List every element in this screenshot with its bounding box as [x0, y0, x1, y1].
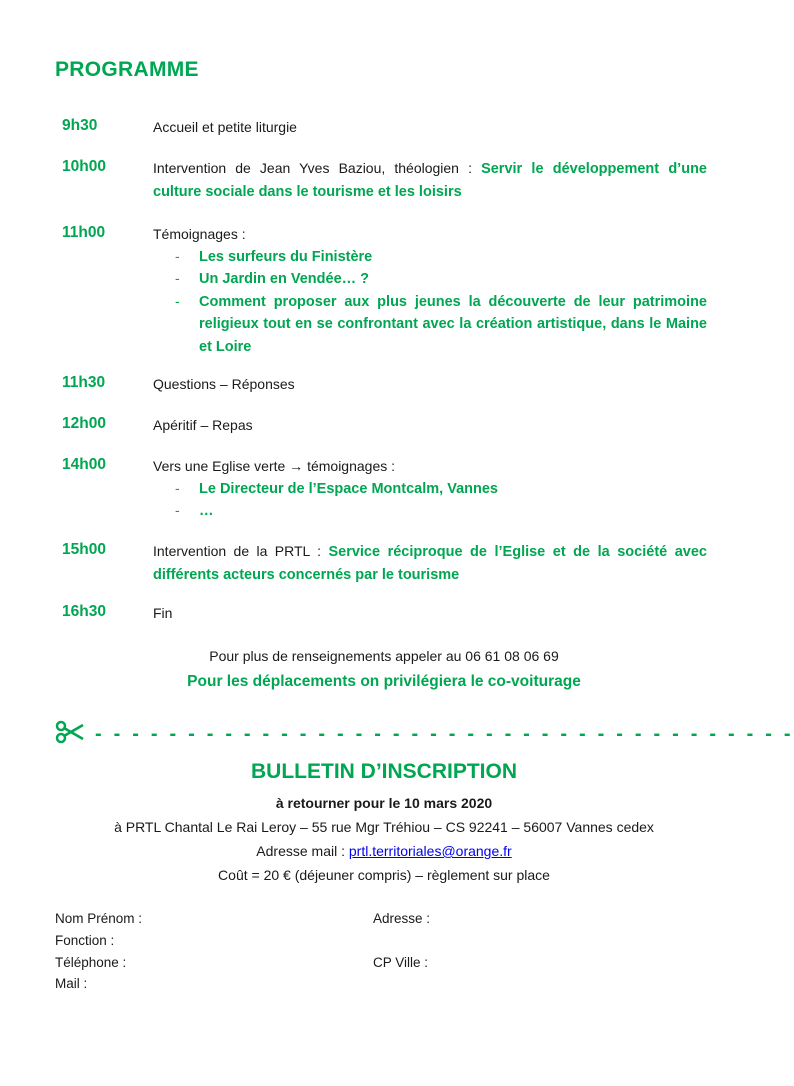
schedule-time: 15h00 [62, 541, 106, 558]
mail-label: Adresse mail : [256, 843, 349, 859]
address-field-label: Adresse : [373, 911, 431, 926]
list-item [153, 291, 707, 359]
schedule-description [153, 456, 707, 523]
schedule-text: Vers une Eglise verte → témoignages : [153, 458, 396, 474]
schedule-text: Intervention de Jean Yves Baziou, théologien : [153, 160, 482, 176]
list-item-text: Un Jardin en Vendée… ? [199, 271, 370, 287]
email-link[interactable]: prtl.territoriales@orange.fr [348, 843, 512, 859]
schedule-time: 16h30 [62, 603, 106, 620]
phone-field-label: Téléphone : [55, 955, 127, 970]
function-field-label: Fonction : [55, 933, 115, 948]
schedule-time: 11h30 [62, 374, 106, 391]
schedule-text: Intervention de la PRTL : [153, 543, 329, 559]
bulletin-cost: Coût = 20 € (déjeuner compris) – règlement sur place [218, 867, 550, 883]
schedule-text: Fin [153, 605, 173, 621]
mail-field-label: Mail : [55, 976, 88, 991]
schedule-time: 9h30 [62, 117, 98, 134]
bulletin-title: BULLETIN D’INSCRIPTION [251, 760, 517, 783]
list-item-text: Les surfeurs du Finistère [199, 248, 373, 265]
schedule-text: Accueil et petite liturgie [153, 119, 297, 135]
list-item-text: Comment proposer aux plus jeunes la découverte de leur patrimoine religieux tout en se confrontant avec la création artistique, dans le Maine et Loire [199, 293, 707, 355]
list-item [153, 478, 707, 501]
list-item [153, 500, 707, 523]
cut-line [55, 718, 794, 750]
schedule-description [153, 224, 707, 358]
dash-bullet: - [175, 502, 180, 518]
testimony-list [153, 478, 707, 523]
schedule-time: 11h00 [62, 224, 106, 241]
schedule-description [153, 541, 707, 586]
dash-bullet: - [175, 247, 180, 264]
dash-bullet: - [175, 479, 180, 496]
cut-dashes: - - - - - - - - - - - - - - - - - - - - - - - - - - - - - - - - - - - - - - [95, 722, 794, 745]
dash-bullet: - [175, 270, 180, 286]
name-field-label: Nom Prénom : [55, 911, 143, 926]
schedule-text: Apéritif – Repas [153, 417, 253, 433]
scissors-icon [55, 720, 85, 749]
list-item-text: Le Directeur de l’Espace Montcalm, Vannes [199, 480, 498, 497]
page-title: PROGRAMME [55, 58, 199, 81]
schedule-time: 14h00 [62, 456, 106, 473]
list-item [153, 268, 707, 291]
schedule-highlight: Service réciproque de l’Eglise et de la société avec différents acteurs concernés par le tourisme [153, 544, 707, 583]
bulletin-address: à PRTL Chantal Le Rai Leroy – 55 rue Mgr Tréhiou – CS 92241 – 56007 Vannes cedex [114, 819, 654, 835]
list-item [153, 246, 707, 269]
schedule-text: Témoignages : [153, 226, 246, 242]
schedule-time: 10h00 [62, 158, 106, 175]
schedule-highlight: Servir le développement d’une culture sociale dans le tourisme et les loisirs [153, 161, 707, 200]
testimony-list [153, 246, 707, 359]
info-line: Pour plus de renseignements appeler au 06 61 08 06 69 [209, 648, 559, 664]
list-item-text: … [199, 503, 214, 519]
schedule-time: 12h00 [62, 415, 106, 432]
schedule-description [153, 158, 707, 203]
carpooling-note: Pour les déplacements on privilégiera le co-voiturage [187, 673, 581, 690]
schedule-text: Questions – Réponses [153, 376, 295, 392]
bulletin-mail-line [0, 843, 768, 859]
city-field-label: CP Ville : [373, 955, 429, 970]
dash-bullet: - [175, 292, 180, 309]
bulletin-deadline: à retourner pour le 10 mars 2020 [275, 795, 493, 811]
